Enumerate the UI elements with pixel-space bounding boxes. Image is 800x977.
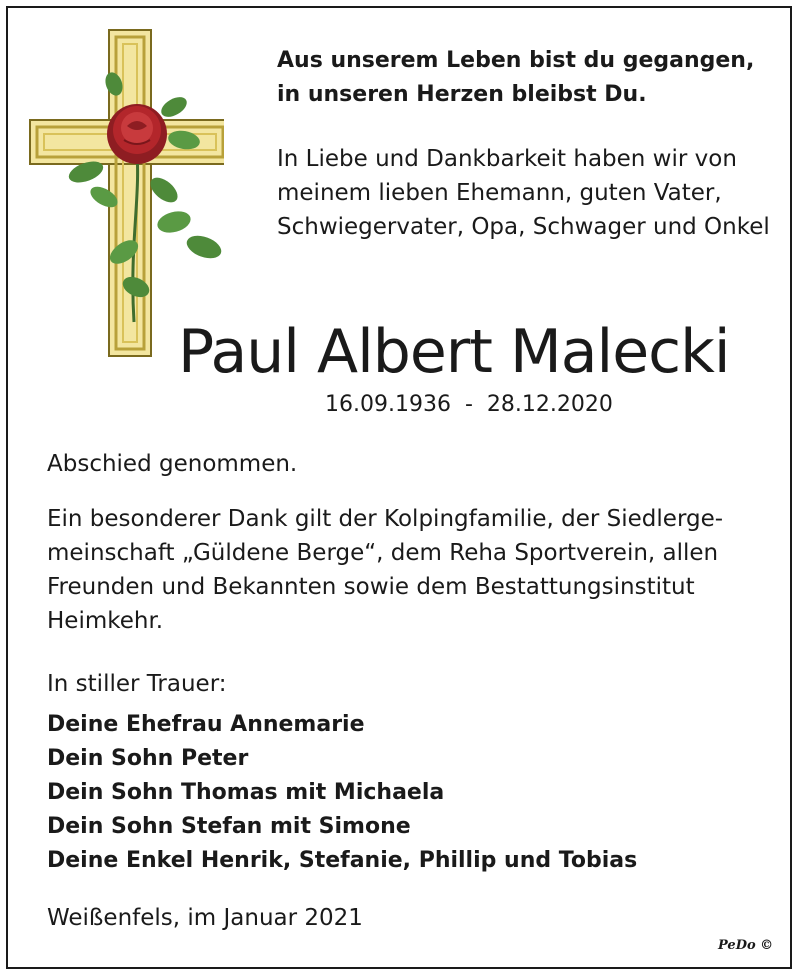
mourner-item: Deine Ehefrau Annemarie <box>47 712 365 737</box>
place-date: Weißenfels, im Januar 2021 <box>47 905 363 931</box>
mourners-list <box>47 708 637 878</box>
life-dates <box>325 390 613 420</box>
mourner-item: Dein Sohn Peter <box>47 746 249 771</box>
birth-date: 16.09.1936 <box>325 392 451 417</box>
quote-line-2: in unseren Herzen bleibst Du. <box>277 82 647 107</box>
quote-line-1: Aus unserem Leben bist du gegangen, <box>277 48 755 73</box>
memorial-quote <box>277 44 754 112</box>
mourning-intro: In stiller Trauer: <box>47 671 227 697</box>
thanks-text: Ein besonderer Dank gilt der Kolpingfamilie, der Siedlerge- meinschaft „Güldene Berge“, dem Reha Sportverein, allen Freunden und Bekannten sowie dem Bestattungsinstitut Heimkehr. <box>47 506 724 634</box>
mourner-item: Deine Enkel Henrik, Stefanie, Phillip und Tobias <box>47 848 638 873</box>
golden-cross-icon <box>30 30 224 356</box>
designer-signature: PeDo © <box>718 938 774 953</box>
date-separator: - <box>450 392 487 417</box>
deceased-name: Paul Albert Malecki <box>178 317 730 387</box>
death-date: 28.12.2020 <box>486 392 613 417</box>
farewell-text: Abschied genommen. <box>47 451 298 477</box>
mourner-item: Dein Sohn Stefan mit Simone <box>47 814 411 839</box>
mourner-item: Dein Sohn Thomas mit Michaela <box>47 780 445 805</box>
intro-text: In Liebe und Dankbarkeit haben wir von meinem lieben Ehemann, guten Vater, Schwiegervater, Opa, Schwager und Onkel <box>277 146 770 240</box>
cross-with-rose-icon <box>24 22 224 362</box>
